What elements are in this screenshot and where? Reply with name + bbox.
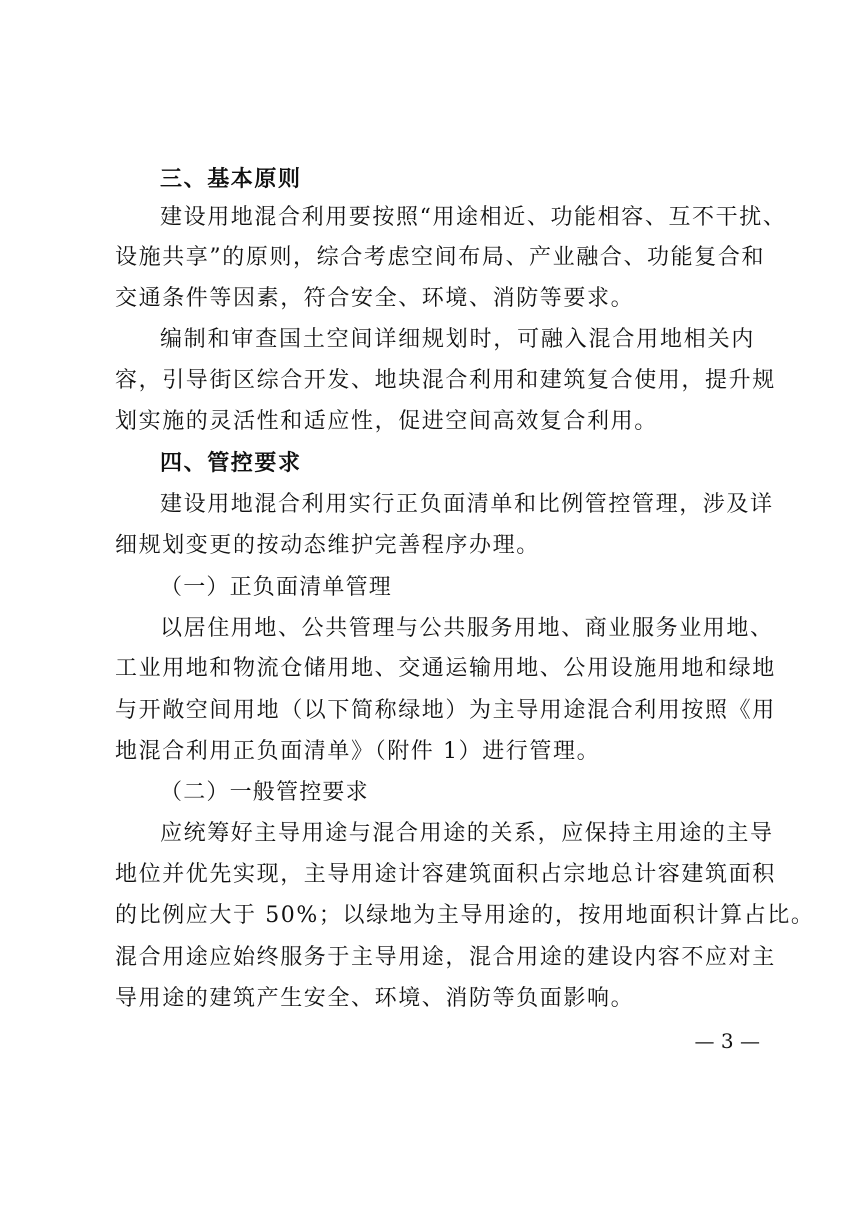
paragraph-line: 划实施的灵活性和适应性，促进空间高效复合利用。 [115, 409, 658, 434]
page-number: — 3 — [694, 1029, 760, 1053]
paragraph-line: 建设用地混合利用实行正负面清单和比例管控管理，涉及详 [160, 492, 774, 517]
paragraph-line: 地混合利用正负面清单》（附件 1）进行管理。 [115, 739, 601, 764]
paragraph-line: 细规划变更的按动态维护完善程序办理。 [115, 533, 540, 558]
subsection-heading-list-management: （一）正负面清单管理 [160, 575, 393, 600]
paragraph-line: 工业用地和物流仓储用地、交通运输用地、公用设施用地和绿地 [115, 656, 776, 681]
subsection-heading-general-control: （二）一般管控要求 [160, 780, 369, 805]
paragraph-line: 的比例应大于 50%；以绿地为主导用途的，按用地面积计算占比。 [115, 903, 815, 928]
section-heading-basic-principles: 三、基本原则 [160, 167, 302, 192]
paragraph-line: 地位并优先实现，主导用途计容建筑面积占宗地总计容建筑面积 [115, 862, 776, 887]
paragraph-line: 建设用地混合利用要按照“用途相近、功能相容、互不干扰、 [160, 205, 787, 230]
paragraph-line: 交通条件等因素，符合安全、环境、消防等要求。 [115, 286, 635, 311]
paragraph-line: 导用途的建筑产生安全、环境、消防等负面影响。 [115, 986, 635, 1011]
paragraph-line: 设施共享”的原则，综合考虑空间布局、产业融合、功能复合和 [115, 245, 766, 270]
paragraph-line: 以居住用地、公共管理与公共服务用地、商业服务业用地、 [160, 616, 774, 641]
paragraph-line: 与开敞空间用地（以下简称绿地）为主导用途混合利用按照《用 [115, 698, 776, 723]
paragraph-line: 应统筹好主导用途与混合用途的关系，应保持主用途的主导 [160, 821, 774, 846]
paragraph-line: 混合用途应始终服务于主导用途，混合用途的建设内容不应对主 [115, 945, 776, 970]
paragraph-line: 编制和审查国土空间详细规划时，可融入混合用地相关内 [160, 327, 755, 352]
paragraph-line: 容，引导街区综合开发、地块混合利用和建筑复合使用，提升规 [115, 368, 776, 393]
section-heading-control-requirements: 四、管控要求 [160, 451, 302, 476]
